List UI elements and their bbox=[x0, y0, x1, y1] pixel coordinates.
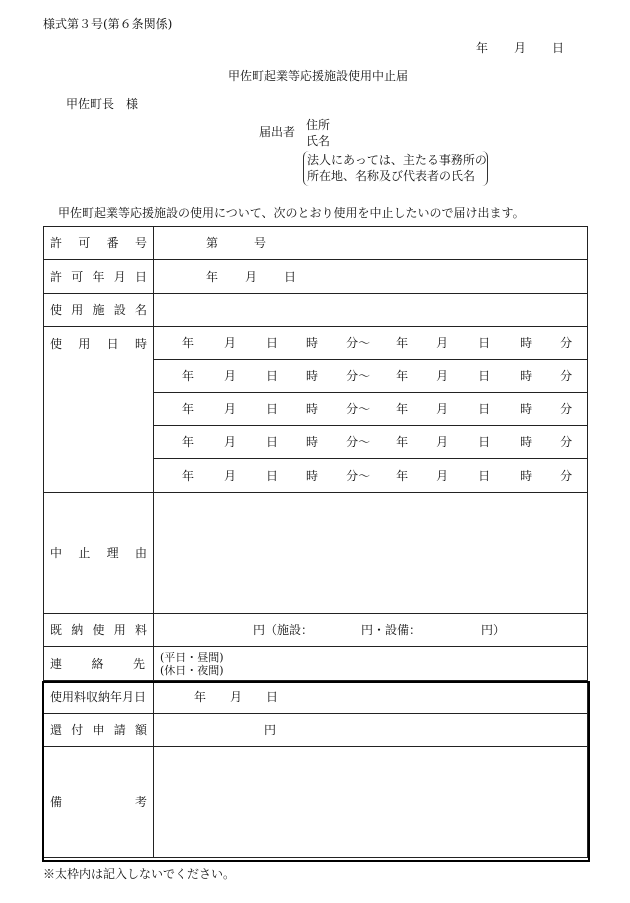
datetime-unit: 年 bbox=[182, 369, 195, 383]
datetime-gap bbox=[490, 470, 520, 482]
datetime-unit: 分 bbox=[560, 435, 573, 449]
contact-holiday: (休日・夜間) bbox=[160, 663, 224, 677]
datetime-gap bbox=[490, 403, 520, 415]
datetime-unit: 日 bbox=[478, 336, 491, 350]
datetime-gap bbox=[278, 436, 306, 448]
datetime-unit: 年 bbox=[182, 336, 195, 350]
row-contact bbox=[44, 647, 588, 681]
label-remarks: 備 考 bbox=[44, 747, 154, 858]
usage-datetime-field[interactable] bbox=[154, 426, 588, 459]
datetime-unit: 分 bbox=[560, 336, 573, 350]
name-label: 氏名 bbox=[306, 134, 331, 148]
datetime-unit: 分～ bbox=[346, 435, 371, 449]
datetime-unit: 日 bbox=[266, 468, 279, 483]
form-number: 様式第３号(第６条関係) bbox=[43, 17, 173, 31]
datetime-unit: 時 bbox=[306, 468, 319, 483]
datetime-unit: 月 bbox=[224, 435, 237, 449]
datetime-unit: 年 bbox=[396, 369, 409, 383]
row-cancel-reason bbox=[44, 493, 588, 614]
row-remarks bbox=[44, 747, 588, 858]
datetime-gap bbox=[194, 470, 224, 482]
fee-receipt-date-field[interactable]: 年 月 日 bbox=[154, 681, 588, 714]
datetime-unit: 日 bbox=[478, 468, 491, 483]
datetime-unit: 日 bbox=[266, 369, 279, 383]
datetime-unit: 日 bbox=[478, 435, 491, 449]
datetime-unit: 月 bbox=[436, 468, 449, 483]
datetime-gap bbox=[236, 403, 266, 415]
corporate-note-line2: 所在地、名称及び代表者の氏名 bbox=[307, 169, 476, 183]
datetime-gap bbox=[318, 470, 346, 482]
datetime-unit: 時 bbox=[306, 336, 319, 350]
facility-name-field[interactable] bbox=[154, 294, 588, 327]
datetime-unit: 年 bbox=[396, 468, 409, 483]
datetime-gap bbox=[532, 403, 560, 415]
datetime-gap bbox=[194, 403, 224, 415]
label-paid-fee: 既 納 使 用 料 bbox=[44, 614, 154, 647]
datetime-unit: 日 bbox=[266, 435, 279, 449]
datetime-unit: 分 bbox=[560, 402, 573, 416]
datetime-unit: 分 bbox=[560, 468, 573, 483]
datetime-gap bbox=[370, 370, 396, 382]
contact-weekday: (平日・昼間) bbox=[160, 650, 224, 664]
datetime-unit: 時 bbox=[520, 402, 533, 416]
datetime-unit: 日 bbox=[266, 402, 279, 416]
label-permit-date: 許 可 年 月 日 bbox=[44, 260, 154, 294]
datetime-unit: 日 bbox=[478, 369, 491, 383]
datetime-gap bbox=[448, 403, 478, 415]
datetime-unit: 時 bbox=[520, 468, 533, 483]
datetime-gap bbox=[408, 470, 436, 482]
datetime-unit: 月 bbox=[224, 402, 237, 416]
usage-datetime-field[interactable] bbox=[154, 360, 588, 393]
datetime-unit: 時 bbox=[306, 435, 319, 449]
label-facility-name: 使 用 施 設 名 bbox=[44, 294, 154, 327]
datetime-gap bbox=[236, 470, 266, 482]
datetime-gap bbox=[370, 403, 396, 415]
datetime-gap bbox=[278, 470, 306, 482]
datetime-gap bbox=[318, 337, 346, 349]
paid-fee-field[interactable]: 円（施設： 円・設備： 円） bbox=[154, 614, 588, 647]
refund-amount-field[interactable]: 円 bbox=[154, 714, 588, 747]
datetime-unit: 分～ bbox=[346, 402, 371, 416]
row-permit-number bbox=[44, 227, 588, 260]
row-refund-amount bbox=[44, 714, 588, 747]
cancel-reason-field[interactable] bbox=[154, 493, 588, 614]
datetime-gap bbox=[236, 436, 266, 448]
footnote: ※太枠内は記入しないでください。 bbox=[43, 867, 236, 881]
datetime-unit: 分～ bbox=[346, 468, 371, 483]
datetime-unit: 日 bbox=[478, 402, 491, 416]
datetime-unit: 月 bbox=[436, 402, 449, 416]
label-fee-receipt-date: 使用料収納年月日 bbox=[44, 681, 154, 714]
datetime-unit: 月 bbox=[224, 468, 237, 483]
datetime-unit: 年 bbox=[182, 435, 195, 449]
label-refund-amount: 還 付 申 請 額 bbox=[44, 714, 154, 747]
row-facility-name bbox=[44, 294, 588, 327]
datetime-gap bbox=[490, 370, 520, 382]
datetime-unit: 月 bbox=[436, 369, 449, 383]
datetime-unit: 年 bbox=[396, 435, 409, 449]
label-permit-number: 許 可 番 号 bbox=[44, 227, 154, 260]
row-paid-fee bbox=[44, 614, 588, 647]
datetime-unit: 日 bbox=[266, 336, 279, 350]
datetime-gap bbox=[278, 337, 306, 349]
datetime-unit: 分～ bbox=[346, 336, 371, 350]
date-month-unit: 月 bbox=[514, 41, 527, 55]
datetime-gap bbox=[408, 436, 436, 448]
label-cancel-reason: 中 止 理 由 bbox=[44, 493, 154, 614]
datetime-unit: 時 bbox=[520, 336, 533, 350]
row-usage-datetime-1 bbox=[44, 327, 588, 360]
datetime-gap bbox=[448, 436, 478, 448]
datetime-gap bbox=[194, 436, 224, 448]
datetime-gap bbox=[532, 436, 560, 448]
addressee: 甲佐町長 様 bbox=[66, 97, 139, 111]
document-title: 甲佐町起業等応援施設使用中止届 bbox=[228, 69, 409, 83]
datetime-gap bbox=[490, 337, 520, 349]
label-contact: 連 絡 先 bbox=[44, 647, 154, 681]
datetime-gap bbox=[408, 370, 436, 382]
corporate-note-line1: 法人にあっては、主たる事務所の bbox=[307, 153, 487, 167]
datetime-gap bbox=[236, 337, 266, 349]
datetime-gap bbox=[370, 337, 396, 349]
datetime-unit: 分～ bbox=[346, 369, 371, 383]
row-fee-receipt-date bbox=[44, 681, 588, 714]
datetime-gap bbox=[448, 337, 478, 349]
row-permit-date bbox=[44, 260, 588, 294]
applicant-label: 届出者 bbox=[259, 125, 296, 139]
datetime-gap bbox=[278, 370, 306, 382]
permit-suffix: 号 bbox=[254, 236, 267, 250]
intro-text: 甲佐町起業等応援施設の使用について、次のとおり使用を中止したいので届け出ます。 bbox=[58, 206, 525, 220]
usage-datetime-field[interactable] bbox=[154, 459, 588, 493]
date-year-unit: 年 bbox=[476, 41, 489, 55]
datetime-gap bbox=[448, 470, 478, 482]
usage-datetime-field[interactable] bbox=[154, 393, 588, 426]
datetime-gap bbox=[532, 337, 560, 349]
datetime-gap bbox=[370, 470, 396, 482]
datetime-unit: 月 bbox=[436, 435, 449, 449]
permit-number-field[interactable] bbox=[154, 227, 588, 260]
datetime-unit: 分 bbox=[560, 369, 573, 383]
datetime-unit: 時 bbox=[520, 369, 533, 383]
datetime-gap bbox=[194, 370, 224, 382]
datetime-gap bbox=[532, 370, 560, 382]
datetime-gap bbox=[194, 337, 224, 349]
datetime-gap bbox=[532, 470, 560, 482]
permit-date-field[interactable]: 年 月 日 bbox=[154, 260, 588, 294]
permit-prefix: 第 bbox=[206, 236, 219, 250]
datetime-gap bbox=[318, 403, 346, 415]
usage-datetime-field[interactable] bbox=[154, 327, 588, 360]
notification-form-table bbox=[43, 226, 588, 858]
remarks-field[interactable] bbox=[154, 747, 588, 858]
address-label: 住所 bbox=[306, 118, 331, 132]
datetime-unit: 時 bbox=[520, 435, 533, 449]
datetime-gap bbox=[408, 337, 436, 349]
datetime-gap bbox=[408, 403, 436, 415]
datetime-gap bbox=[318, 436, 346, 448]
datetime-unit: 月 bbox=[224, 369, 237, 383]
label-usage-datetime: 使 用 日 時 bbox=[44, 327, 154, 493]
datetime-gap bbox=[448, 370, 478, 382]
datetime-gap bbox=[318, 370, 346, 382]
datetime-unit: 年 bbox=[396, 336, 409, 350]
datetime-gap bbox=[370, 436, 396, 448]
datetime-gap bbox=[490, 436, 520, 448]
datetime-unit: 年 bbox=[396, 402, 409, 416]
date-day-unit: 日 bbox=[552, 41, 565, 55]
datetime-unit: 年 bbox=[182, 468, 195, 483]
datetime-unit: 時 bbox=[306, 402, 319, 416]
datetime-gap bbox=[278, 403, 306, 415]
datetime-unit: 年 bbox=[182, 402, 195, 416]
datetime-unit: 月 bbox=[436, 336, 449, 350]
submission-date bbox=[476, 42, 564, 54]
contact-field[interactable] bbox=[154, 647, 588, 681]
datetime-unit: 月 bbox=[224, 336, 237, 350]
datetime-unit: 時 bbox=[306, 369, 319, 383]
datetime-gap bbox=[236, 370, 266, 382]
